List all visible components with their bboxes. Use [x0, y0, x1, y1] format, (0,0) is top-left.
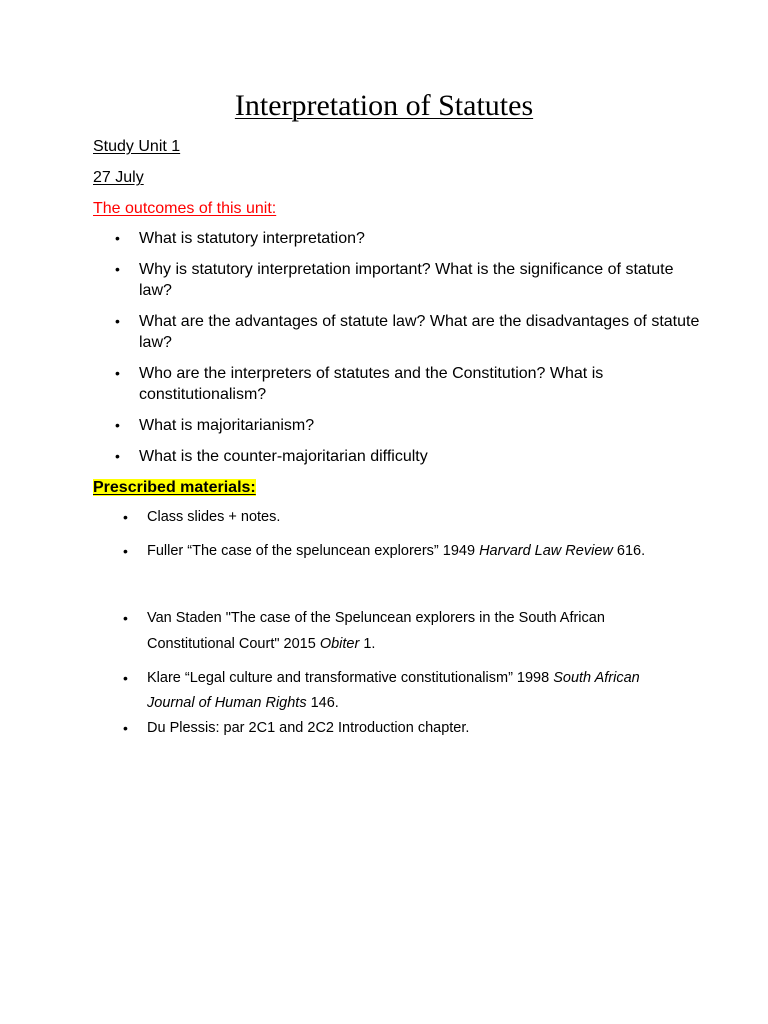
- material-item: [123, 508, 683, 527]
- material-text: Class slides + notes.: [147, 509, 281, 525]
- bullet-icon: •: [123, 670, 128, 686]
- material-text: Van Staden "The case of the Speluncean explorers in the South African Constitutional Court" 2015: [147, 610, 605, 652]
- material-source: Obiter: [319, 636, 360, 652]
- material-page: 616.: [612, 543, 646, 559]
- date-label: 27 July: [93, 169, 144, 186]
- outcome-item: [112, 228, 702, 249]
- study-unit-label: Study Unit 1: [93, 138, 181, 155]
- outcomes-list: [112, 228, 702, 477]
- bullet-icon: •: [115, 261, 120, 277]
- material-item: [123, 666, 683, 716]
- material-page: 146.: [306, 695, 339, 711]
- outcome-text: What are the advantages of statute law? What are the disadvantages of statute law?: [139, 313, 700, 351]
- bullet-icon: •: [115, 448, 120, 464]
- bullet-icon: •: [123, 720, 128, 736]
- outcome-text: What is the counter-majoritarian difficulty: [139, 448, 428, 465]
- material-item: [123, 719, 683, 738]
- bullet-icon: •: [115, 365, 120, 381]
- bullet-icon: •: [123, 543, 128, 559]
- material-source: South African Journal of Human Rights: [147, 670, 640, 711]
- materials-heading: [93, 477, 256, 499]
- material-source: Harvard Law Review: [479, 543, 613, 559]
- bullet-icon: •: [115, 313, 120, 329]
- material-text: Klare “Legal culture and transformative constitutionalism” 1998: [147, 670, 554, 686]
- outcome-item: [112, 446, 702, 467]
- bullet-icon: •: [123, 509, 128, 525]
- outcome-text: Who are the interpreters of statutes and the Constitution? What is constitutionalism?: [139, 365, 604, 403]
- material-text: Du Plessis: par 2C1 and 2C2 Introduction chapter.: [147, 720, 470, 736]
- outcome-text: What is statutory interpretation?: [139, 230, 365, 247]
- material-item: [123, 605, 683, 657]
- materials-heading-text: Prescribed materials:: [93, 479, 256, 496]
- bullet-icon: •: [115, 417, 120, 433]
- outcome-item: [112, 311, 702, 353]
- material-page: 1.: [359, 636, 376, 652]
- bullet-icon: •: [115, 230, 120, 246]
- outcomes-heading: The outcomes of this unit:: [93, 200, 277, 217]
- outcome-item: [112, 259, 702, 301]
- page-title: Interpretation of Statutes: [234, 89, 534, 122]
- outcome-text: What is majoritarianism?: [139, 417, 315, 434]
- outcome-text: Why is statutory interpretation important? What is the significance of statute law?: [139, 261, 674, 299]
- material-item: [123, 542, 683, 561]
- outcome-item: [112, 415, 702, 436]
- outcome-item: [112, 363, 702, 405]
- bullet-icon: •: [123, 610, 128, 626]
- material-text: Fuller “The case of the speluncean explorers” 1949: [147, 543, 480, 559]
